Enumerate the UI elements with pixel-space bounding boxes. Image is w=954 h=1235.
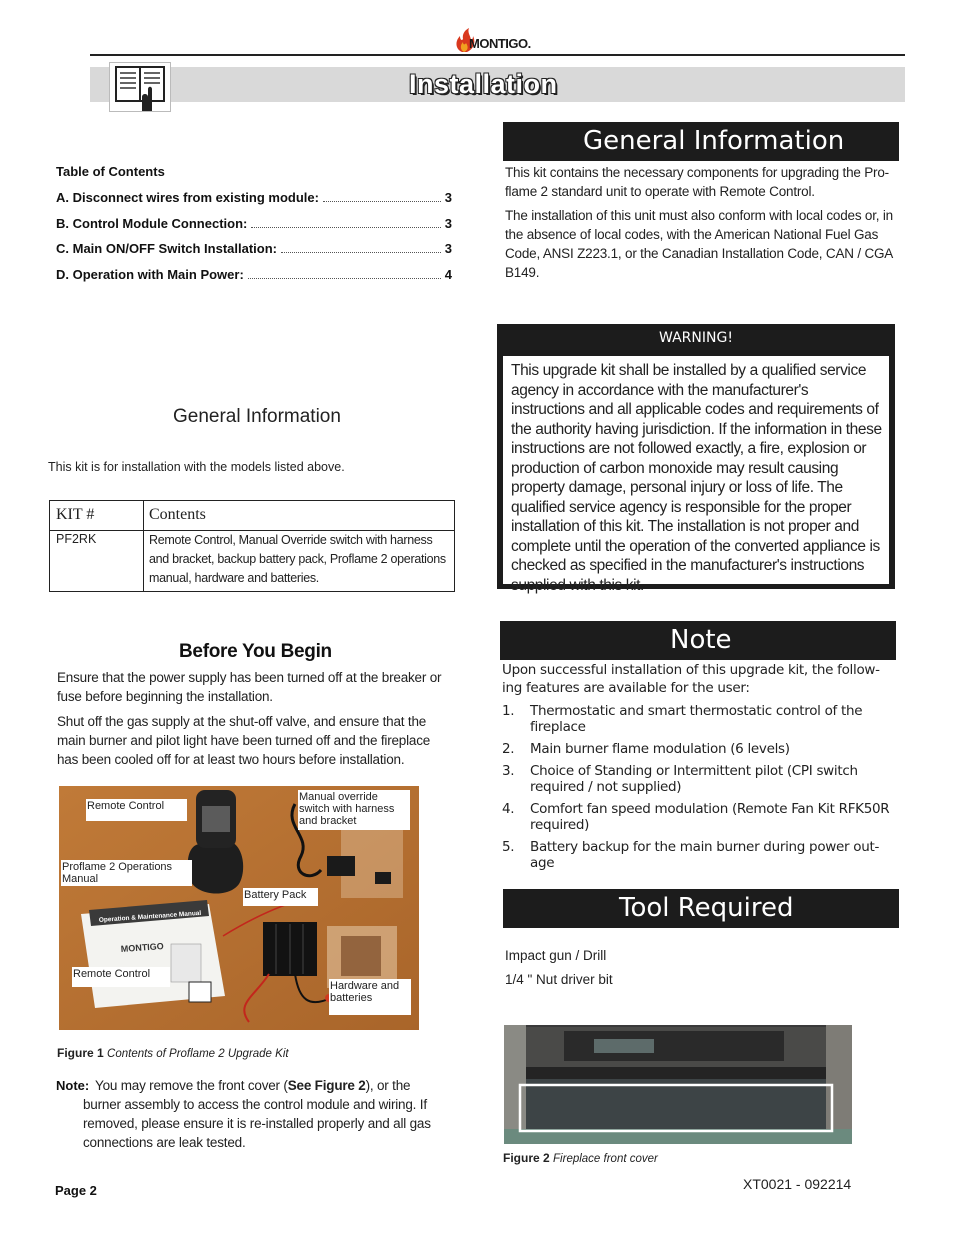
list-item xyxy=(502,741,894,757)
note-label: Note: xyxy=(56,1078,90,1093)
figure-2-caption xyxy=(503,1151,658,1165)
general-info-text: This kit is for installation with the models listed above. xyxy=(48,460,345,474)
list-item xyxy=(502,703,894,735)
tool-item: Impact gun / Drill xyxy=(505,948,607,963)
before-you-begin-p2: Shut off the gas supply at the shut-off valve, and ensure that the main burner and pilot light have been turned off and the fireplace has been cooled off for at least two hours before installation. xyxy=(57,714,431,767)
montigo-logo xyxy=(453,27,548,53)
list-item-number: 3. xyxy=(502,763,515,779)
figure-1-photo xyxy=(59,786,419,1030)
note-body xyxy=(83,1076,443,1152)
toc-item[interactable] xyxy=(56,264,452,282)
figure-2-photo xyxy=(504,1025,852,1144)
warning-title: WARNING! xyxy=(659,330,733,346)
toc-item-page: 3 xyxy=(444,216,452,231)
warning-text: This upgrade kit shall be installed by a qualified service agency in accordance with the manufacturer's instructions and all applicable codes and requirements of the authority having jurisdiction. If the information in these instructions are not followed exactly, a fire, explosion or production of carbon monoxide may result causing property damage, personal injury or loss of life. The qualified service agency is responsible for the proper installation of this kit. The installation is not proper and complete until the operation of the converted appliance is checked as specified in the manufacturer's instructions supplied with this kit. xyxy=(511,362,882,594)
document-code: XT0021 - 092214 xyxy=(743,1176,852,1192)
list-item-text: Main burner flame modulation (6 levels) xyxy=(530,741,790,757)
list-item-text: Thermostatic and smart thermostatic control of the fireplace xyxy=(530,703,863,735)
note-text-after: ), or the burner assembly to access the control module and wiring. If removed, please ensure it is re-installed properly and all gas connections are leak tested. xyxy=(83,1078,431,1150)
figure-2-text: Fireplace front cover xyxy=(553,1153,658,1165)
list-item xyxy=(502,801,894,833)
kit-table-cell-kit: PF2RK xyxy=(56,532,97,546)
list-item xyxy=(502,763,894,795)
toc-item-page: 3 xyxy=(444,190,452,205)
before-you-begin-p1: Ensure that the power supply has been turned off at the breaker or fuse before beginning the installation. xyxy=(57,670,442,704)
list-item-text: Comfort fan speed modulation (Remote Fan Kit RFK50R required) xyxy=(530,801,890,833)
header-rule xyxy=(90,54,905,56)
callout-manual-override-switch: Manual override switch with harness and bracket xyxy=(298,790,410,830)
page-number: Page 2 xyxy=(55,1183,97,1198)
list-item xyxy=(502,839,894,871)
list-item-number: 1. xyxy=(502,703,515,719)
toc-leader xyxy=(251,227,440,228)
general-info-p2: The installation of this unit must also conform with local codes or, in the absence of local codes, with the American National Fuel Gas Code, ANSI Z223.1, or the Canadian Installation Code, CAN / CGA B149. xyxy=(505,208,893,280)
kit-table-cell-contents: Remote Control, Manual Override switch with harness and bracket, backup battery pack, Proflame 2 operations manual, hardware and batteries. xyxy=(149,533,446,585)
note-bar: Note xyxy=(500,621,896,660)
toc-item-label: C. Main ON/OFF Switch Installation: xyxy=(56,241,278,256)
kit-table-header-kit: KIT # xyxy=(56,506,95,523)
toc-item[interactable] xyxy=(56,238,452,256)
list-item-number: 4. xyxy=(502,801,515,817)
callout-hardware-batteries: Hardware and batteries xyxy=(329,979,411,1015)
note-intro: Upon successful installation of this upgrade kit, the follow-ing features are available for the user: xyxy=(502,662,880,696)
toc-item[interactable] xyxy=(56,187,452,205)
callout-operations-manual: Proflame 2 Operations Manual xyxy=(61,860,192,886)
general-info-p1: This kit contains the necessary components for upgrading the Pro-flame 2 standard unit to operate with Remote Control. xyxy=(505,165,889,199)
tool-item: 1/4 " Nut driver bit xyxy=(505,972,613,987)
general-info-bar: General Information xyxy=(503,122,899,161)
toc-title: Table of Contents xyxy=(56,164,165,179)
callout-remote-control-bottom: Remote Control xyxy=(72,967,170,987)
note-figure-ref: See Figure 2 xyxy=(287,1078,366,1093)
list-item-text: Choice of Standing or Intermittent pilot (CPI switch required / not supplied) xyxy=(530,763,858,795)
brand-wordmark: MONTIGO. xyxy=(469,36,531,51)
list-item-text: Battery backup for the main burner during power out-age xyxy=(530,839,880,871)
figure-1-caption xyxy=(57,1046,289,1060)
figure-2-label: Figure 2 xyxy=(503,1151,550,1165)
list-item-number: 5. xyxy=(502,839,515,855)
general-info-heading: General Information xyxy=(173,406,341,427)
figure-1-text: Contents of Proflame 2 Upgrade Kit xyxy=(107,1048,289,1060)
toc-item[interactable] xyxy=(56,213,452,231)
note-text-before: You may remove the front cover ( xyxy=(95,1078,288,1093)
tool-required-bar: Tool Required xyxy=(503,889,899,928)
manual-cover-brand: MONTIGO xyxy=(120,941,165,954)
figure-1-label: Figure 1 xyxy=(57,1046,104,1060)
toc-leader xyxy=(323,201,441,202)
callout-battery-pack: Battery Pack xyxy=(243,888,318,906)
kit-table-header-contents: Contents xyxy=(149,506,206,523)
toc-leader xyxy=(248,278,441,279)
manual-cover-title: Operation & Maintenance Manual xyxy=(98,909,202,924)
manual-book-icon xyxy=(109,62,171,112)
toc-item-label: D. Operation with Main Power: xyxy=(56,267,244,282)
toc-item-label: B. Control Module Connection: xyxy=(56,216,248,231)
callout-remote-control-top: Remote Control xyxy=(86,799,187,821)
toc-leader xyxy=(281,252,441,253)
toc-item-page: 3 xyxy=(444,241,452,256)
toc-item-page: 4 xyxy=(444,267,452,282)
list-item-number: 2. xyxy=(502,741,515,757)
toc-item-label: A. Disconnect wires from existing module: xyxy=(56,190,319,205)
page-title: Installation xyxy=(409,69,558,99)
before-you-begin-heading: Before You Begin xyxy=(179,641,332,662)
